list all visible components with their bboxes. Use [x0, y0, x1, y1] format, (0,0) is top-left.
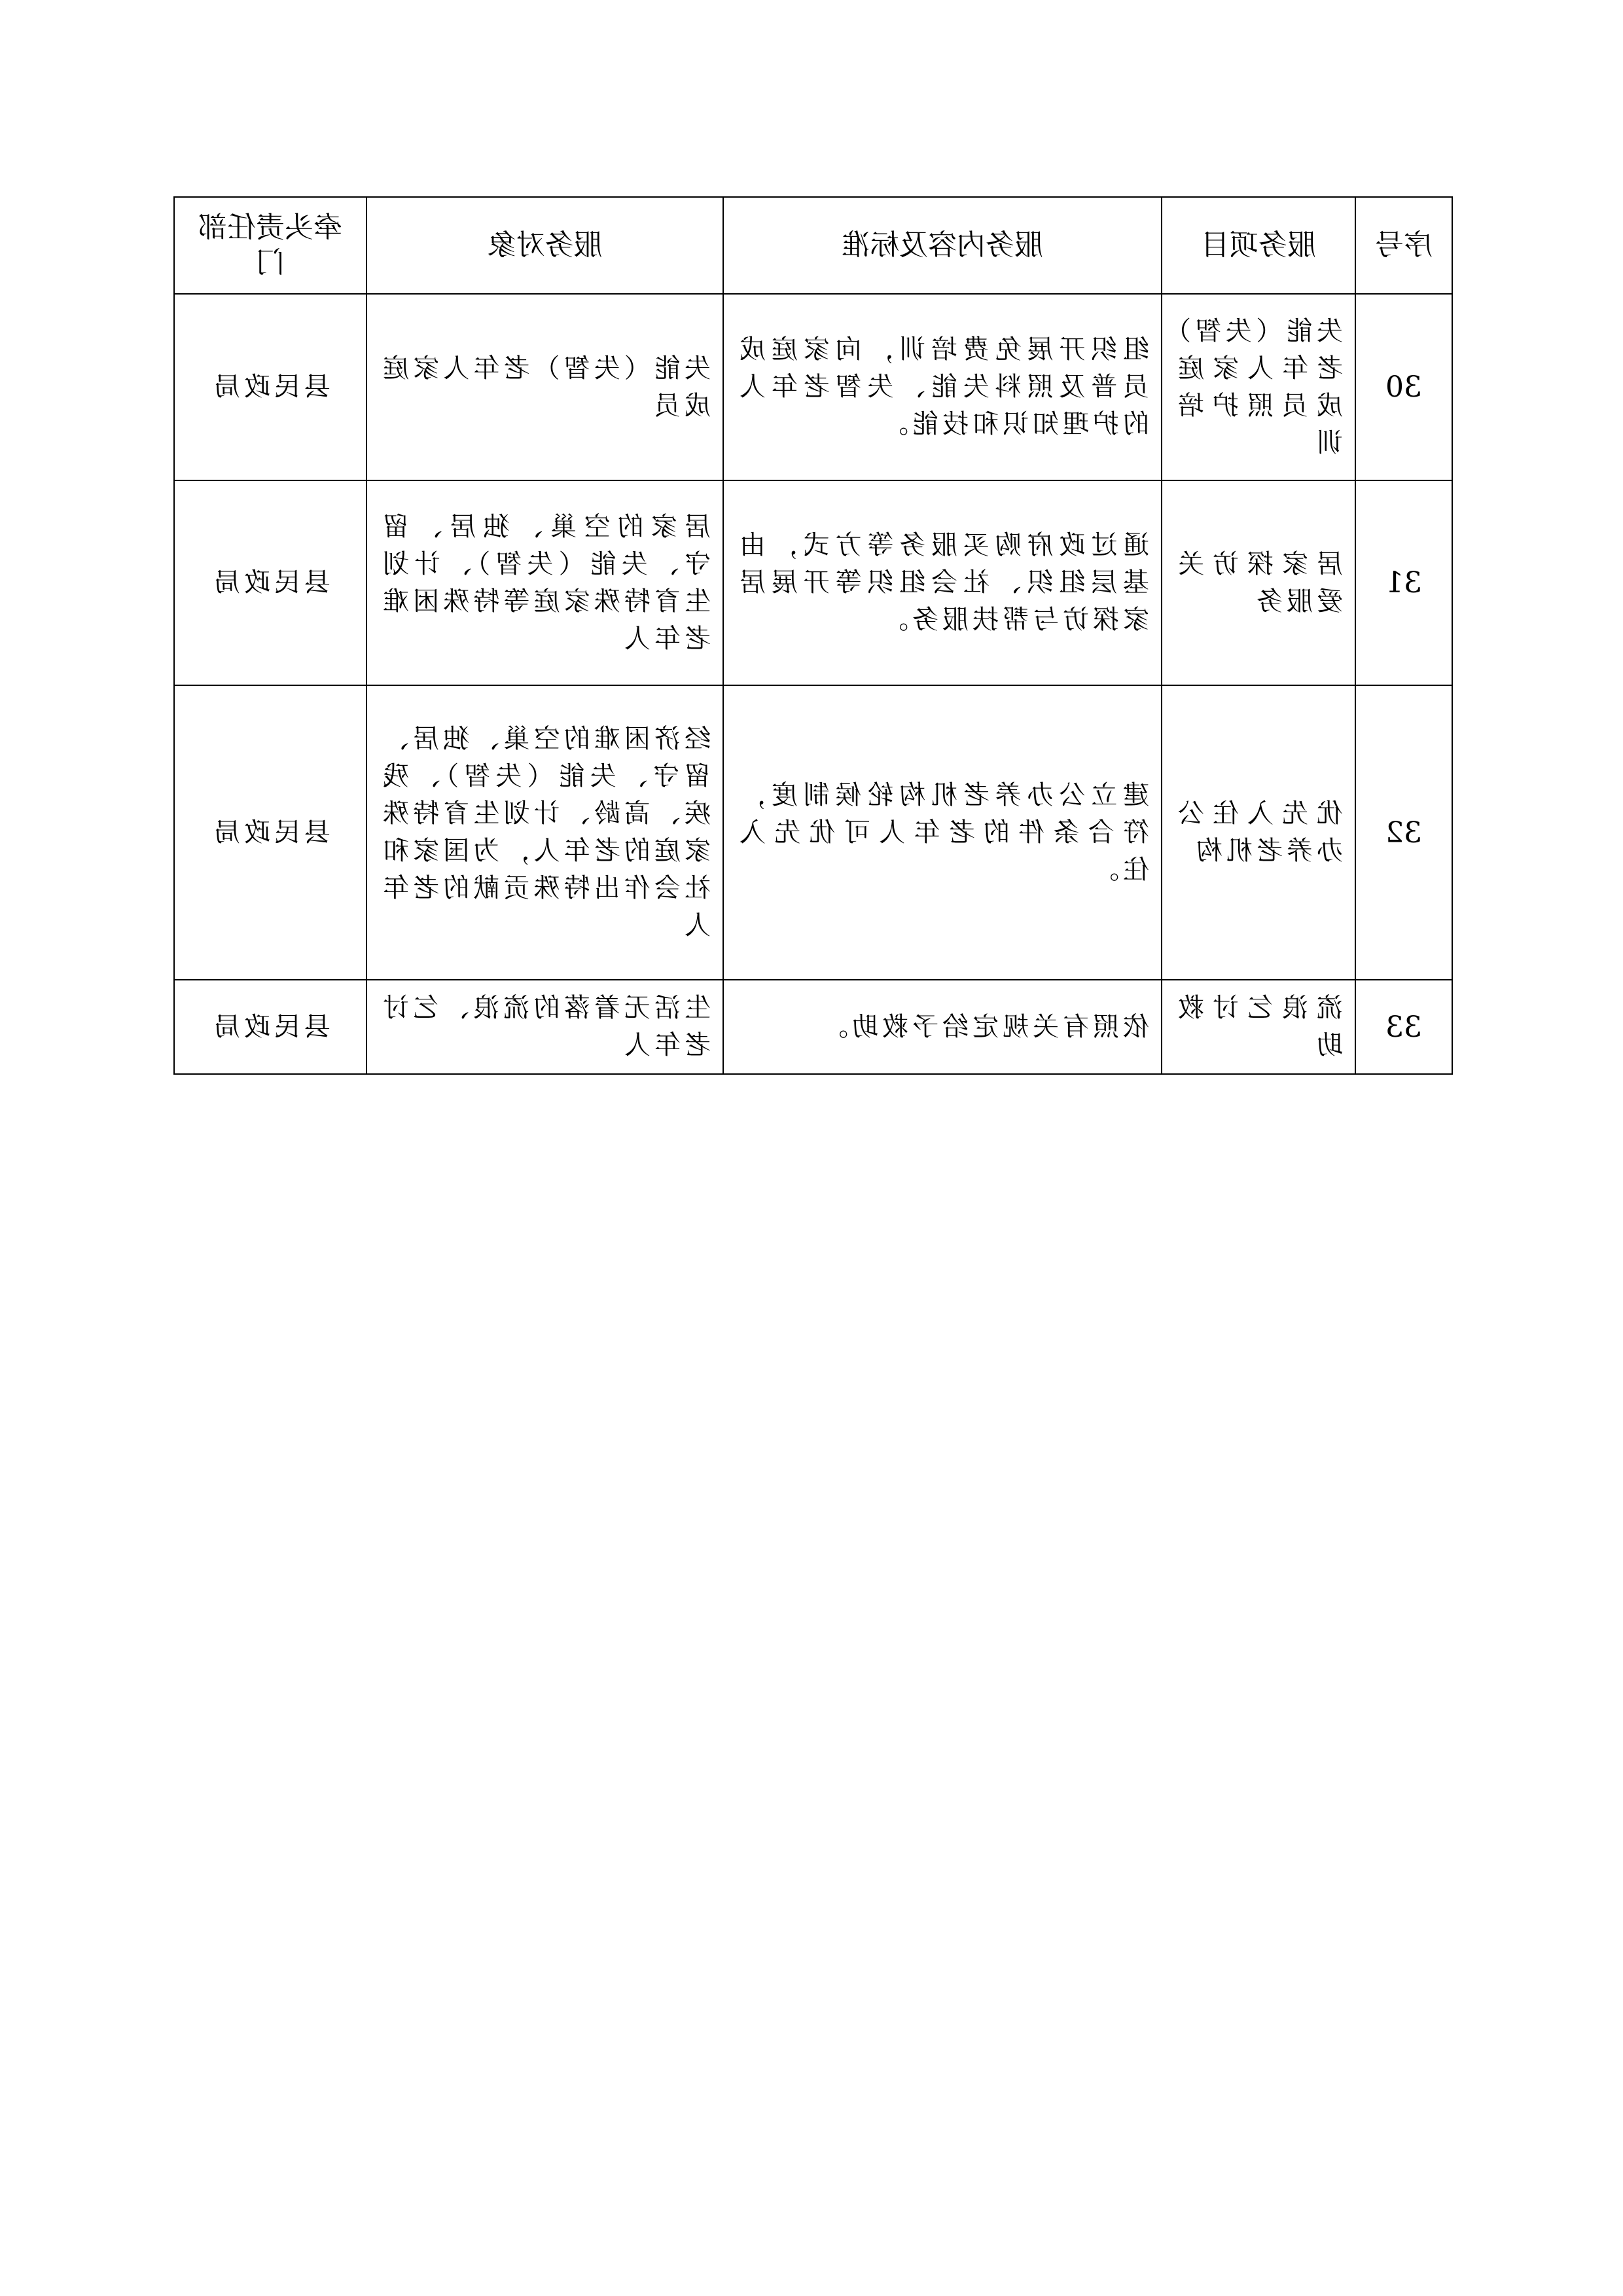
service-target: 生活无着落的流浪、乞讨老年人 — [366, 980, 723, 1074]
header-target: 服务对象 — [366, 197, 723, 294]
header-no: 序号 — [1355, 197, 1452, 294]
lead-department: 县民政局 — [174, 480, 366, 685]
service-content: 通过政府购买服务等方式，由基层组织、社会组织等开展居家探访与帮扶服务。 — [723, 480, 1162, 685]
service-item: 流浪乞讨救助 — [1162, 980, 1355, 1074]
lead-department: 县民政局 — [174, 294, 366, 480]
table-header-row — [174, 197, 1452, 294]
service-target: 经济困难的空巢、独居、留守、失能（失智）、残疾、高龄、计划生育特殊家庭的老年人，为国家和社会作出特殊贡献的老年人 — [366, 685, 723, 980]
service-item: 居家探访关爱服务 — [1162, 480, 1355, 685]
header-content: 服务内容及标准 — [723, 197, 1162, 294]
table-row — [174, 480, 1452, 685]
header-dept: 牵头责任部门 — [174, 197, 366, 294]
header-item: 服务项目 — [1162, 197, 1355, 294]
table-row — [174, 685, 1452, 980]
service-item: 优先入住公办养老机构 — [1162, 685, 1355, 980]
service-target: 失能（失智）老年人家庭成员 — [366, 294, 723, 480]
service-table — [173, 196, 1453, 1075]
service-content: 依照有关规定给予救助。 — [723, 980, 1162, 1074]
service-content: 建立公办养老机构轮候制度，符合条件的老年人可优先入住。 — [723, 685, 1162, 980]
row-number: 31 — [1355, 480, 1452, 685]
row-number: 30 — [1355, 294, 1452, 480]
table-row — [174, 980, 1452, 1074]
row-number: 33 — [1355, 980, 1452, 1074]
service-item: 失能（失智）老年人家庭成员照护培训 — [1162, 294, 1355, 480]
row-number: 32 — [1355, 685, 1452, 980]
service-target: 居家的空巢、独居、留守、失能（失智）、计划生育特殊家庭等特殊困难老年人 — [366, 480, 723, 685]
lead-department: 县民政局 — [174, 685, 366, 980]
lead-department: 县民政局 — [174, 980, 366, 1074]
service-content: 组织开展免费培训，向家庭成员普及照料失能、失智老年人的护理知识和技能。 — [723, 294, 1162, 480]
table-row — [174, 294, 1452, 480]
